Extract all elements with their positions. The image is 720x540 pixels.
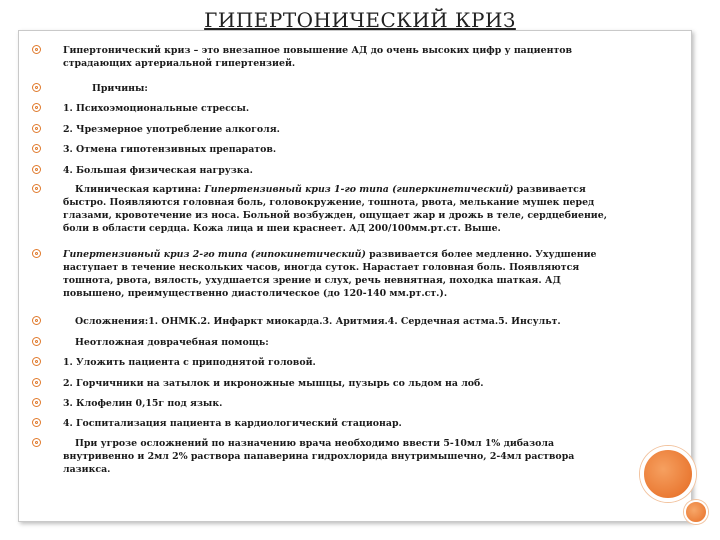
bullet-marker-icon — [32, 124, 41, 133]
bullet-marker-icon — [32, 184, 41, 193]
list-item — [30, 437, 623, 476]
bullet-marker-icon — [32, 165, 41, 174]
list-item — [30, 44, 623, 70]
list-item — [30, 397, 222, 410]
bullet-italic: Гипертензивный криз 2-го типа (гипокинетический) — [63, 249, 366, 260]
bullet-marker-icon — [32, 103, 41, 112]
list-item — [30, 164, 253, 177]
bullet-marker-icon — [32, 249, 41, 258]
bullet-text: 4. Госпитализация пациента в кардиологический стационар. — [63, 418, 402, 429]
list-item — [30, 315, 561, 328]
bullet-text: Осложнения:1. ОНМК.2. Инфаркт миокарда.3. Аритмия.4. Сердечная астма.5. Инсульт. — [75, 316, 561, 327]
bullet-text: 3. Клофелин 0,15г под язык. — [63, 398, 223, 409]
decorative-circle-small — [684, 500, 708, 524]
list-item — [30, 143, 276, 156]
bullet-marker-icon — [32, 418, 41, 427]
bullet-text: 4. Большая физическая нагрузка. — [63, 165, 253, 176]
bullet-text: 3. Отмена гипотензивных препаратов. — [63, 144, 277, 155]
bullet-text: 2. Горчичники на затылок и икроножные мышцы, пузырь со льдом на лоб. — [63, 378, 484, 389]
list-item — [30, 82, 148, 95]
bullet-marker-icon — [32, 378, 41, 387]
list-item — [30, 248, 623, 300]
list-item — [30, 183, 623, 235]
bullet-marker-icon — [32, 144, 41, 153]
decorative-circle-large — [640, 446, 696, 502]
slide-title: ГИПЕРТОНИЧЕСКИЙ КРИЗ — [204, 8, 516, 32]
bullet-marker-icon — [32, 398, 41, 407]
bullet-marker-icon — [32, 83, 41, 92]
bullet-text: развивается быстро. Появляются головная боль, головокружение, тошнота, рвота, мелькание мушек перед глазами, кровотечение из носа. Больной возбужден, ощущает жар и дрожь в теле, сердцебиение, боли в области сердца. Кожа лица и шеи краснеет. АД 200/100мм.рт.ст. Выше. — [63, 184, 607, 234]
bullet-marker-icon — [32, 357, 41, 366]
bullet-marker-icon — [32, 45, 41, 54]
list-item — [30, 336, 269, 349]
bullet-text: При угрозе осложнений по назначению врача необходимо ввести 5-10мл 1% дибазола внутривенно и 2мл 2% раствора папаверина гидрохлорида внутримышечно, 2-4мл раствора лазикса. — [63, 438, 575, 475]
bullet-marker-icon — [32, 438, 41, 447]
bullet-text: Неотложная доврачебная помощь: — [75, 337, 269, 348]
bullet-italic: Гипертензивный криз 1-го типа (гиперкинетический) — [204, 184, 514, 195]
bullet-text: 1. Психоэмоциональные стрессы. — [63, 103, 250, 114]
list-item — [30, 102, 249, 115]
bullet-text: 2. Чрезмерное употребление алкоголя. — [63, 124, 280, 135]
list-item — [30, 377, 484, 390]
bullet-text: развивается более медленно. Ухудшение наступает в течение нескольких часов, иногда суток. Нарастает головная боль. Появляются тошнота, рвота, вялость, ухудшается зрение и слух, речь невнятная, походка шаткая. АД повышено, преимущественно диастолическое (до 120-140 мм.рт.ст.). — [63, 249, 597, 299]
bullet-text: Гипертонический криз – это внезапное повышение АД до очень высоких цифр у пациентов страдающих артериальной гипертензией. — [63, 45, 573, 69]
bullet-marker-icon — [32, 316, 41, 325]
list-item — [30, 356, 316, 369]
bullet-text: 1. Уложить пациента с приподнятой головой. — [63, 357, 316, 368]
list-item — [30, 123, 280, 136]
bullet-lead: Клиническая картина: — [75, 184, 205, 195]
list-item — [30, 417, 402, 430]
bullet-marker-icon — [32, 337, 41, 346]
bullet-text: Причины: — [92, 83, 148, 94]
